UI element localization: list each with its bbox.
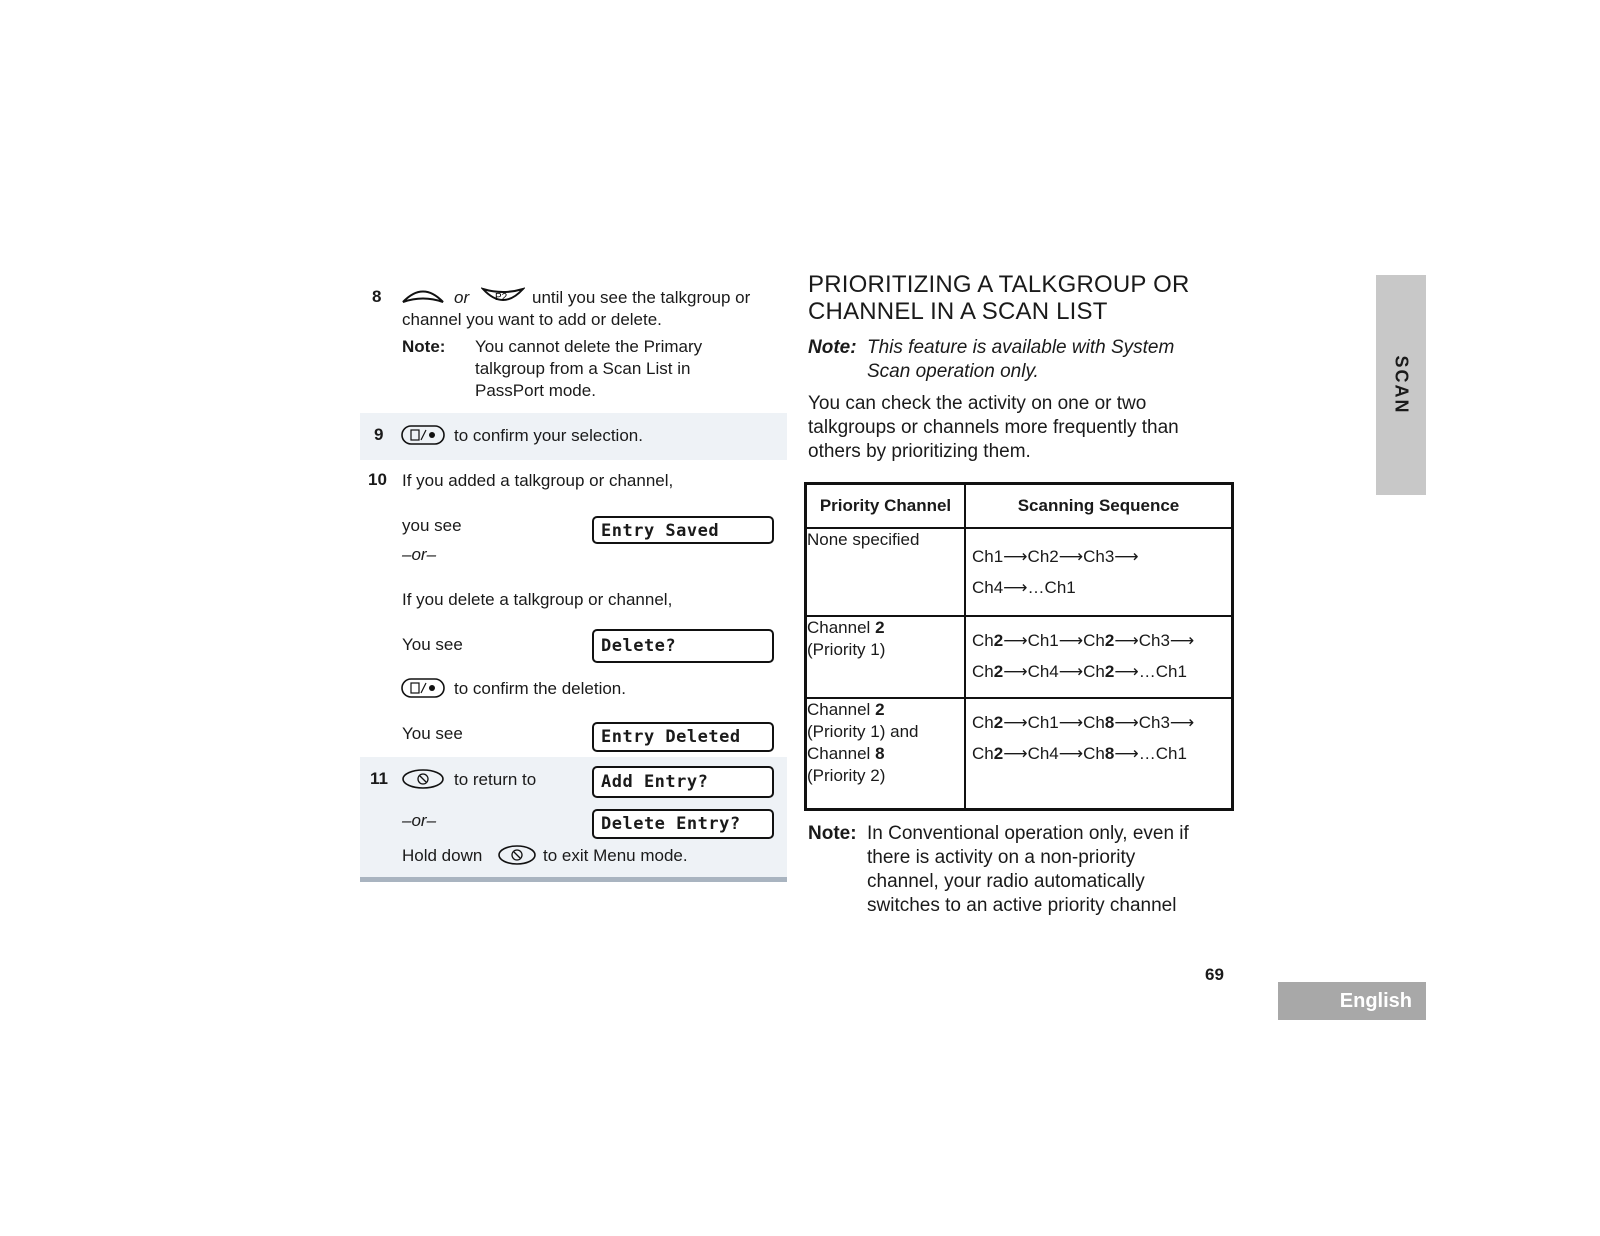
cell-text: Channel [807,743,876,763]
note-line2: talkgroup from a Scan List in [475,359,691,378]
body-line3: others by prioritizing them. [808,441,1031,462]
or-divider: –or– [402,545,437,564]
step10-line2: If you delete a talkgroup or channel, [402,590,673,609]
step11-text: to return to [454,770,537,789]
note-label: Note: [808,337,857,358]
seq-part: ⟶…Ch1 [1114,743,1187,763]
seq-part: Ch [972,712,994,732]
step-number: 9 [374,425,384,444]
lcd-add-entry: Add Entry? [592,766,774,798]
lcd-entry-saved: Entry Saved [592,516,774,544]
cell-text: None specified [807,529,920,549]
seq-bold: 8 [1104,743,1115,763]
sequence-cell [965,698,1233,810]
sequence-line: Ch1⟶Ch2⟶Ch3⟶ [972,546,1139,566]
seq-bold: 2 [993,743,1004,763]
priority-cell [806,616,966,698]
language-tab: English [1278,982,1426,1020]
p2-label: P2 [495,292,508,303]
section-heading-line1: PRIORITIZING A TALKGROUP OR [808,271,1190,298]
table-header-row [806,484,1233,528]
step8-text-line2: channel you want to add or delete. [402,310,662,329]
sequence-line [972,738,1225,769]
step10-line1: If you added a talkgroup or channel, [402,471,674,490]
column-header: Priority Channel [806,484,966,528]
seq-part: ⟶Ch1⟶Ch [1003,712,1105,732]
cell-text: Channel [807,699,876,719]
sequence-line [972,625,1225,656]
note1-line2: Scan operation only. [867,361,1039,382]
seq-bold: 2 [993,630,1004,650]
cell-text: (Priority 2) [807,765,886,785]
note1-line1: This feature is available with System [867,337,1175,358]
or-text: or [454,288,470,307]
you-see-label: You see [402,635,463,654]
channel-number: 2 [875,699,885,719]
note-label: Note: [402,337,446,356]
step-number: 11 [370,769,388,788]
seq-part: ⟶Ch4⟶Ch [1003,743,1105,763]
scroll-down-p2-key-icon [481,285,525,312]
lcd-delete-entry: Delete Entry? [592,809,774,839]
note-line1: You cannot delete the Primary [475,337,703,356]
note-line3: PassPort mode. [475,381,596,400]
confirm-deletion-text: to confirm the deletion. [454,679,626,698]
sequence-line: Ch4⟶…Ch1 [972,577,1076,597]
sequence-line [972,707,1225,738]
seq-bold: 2 [1104,661,1115,681]
sequence-cell [965,616,1233,698]
priority-cell [806,698,966,810]
scroll-up-key-icon [401,285,445,312]
seq-part: ⟶…Ch1 [1114,661,1187,681]
channel-number: 2 [875,617,885,637]
you-see-label: you see [402,516,462,535]
table-row [806,528,1233,616]
sequence-line [972,656,1225,687]
home-exit-key-icon [401,768,445,795]
table-row [806,616,1233,698]
cell-text: (Priority 1) [807,639,886,659]
note2-line4: switches to an active priority channel [867,895,1177,916]
channel-number: 8 [875,743,885,763]
page-number: 69 [1205,965,1224,984]
section-tab-label: SCAN [1391,355,1412,415]
sequence-cell [965,528,1233,616]
seq-bold: 2 [993,712,1004,732]
step9-text: to confirm your selection. [454,426,643,445]
seq-part: ⟶Ch4⟶Ch [1003,661,1105,681]
menu-select-key-icon [401,424,445,451]
home-exit-key-icon [497,844,537,871]
seq-bold: 2 [1104,630,1115,650]
section-end-rule [360,877,787,882]
priority-table [804,482,1234,811]
step-number: 8 [372,287,382,306]
exit-menu-text: to exit Menu mode. [543,846,688,865]
you-see-label: You see [402,724,463,743]
body-line1: You can check the activity on one or two [808,393,1147,414]
seq-part: Ch [972,661,994,681]
seq-bold: 8 [1104,712,1115,732]
table-row [806,698,1233,810]
lcd-delete: Delete? [592,629,774,663]
cell-text: Channel [807,617,876,637]
step8-text-line1: until you see the talkgroup or [532,288,751,307]
seq-bold: 2 [993,661,1004,681]
note-label: Note: [808,823,857,844]
hold-down-text: Hold down [402,846,483,865]
section-thumb-tab [1376,275,1426,495]
body-line2: talkgroups or channels more frequently than [808,417,1179,438]
seq-part: Ch [972,630,994,650]
seq-part: ⟶Ch1⟶Ch [1003,630,1105,650]
note2-line3: channel, your radio automatically [867,871,1145,892]
seq-part: ⟶Ch3⟶ [1114,712,1195,732]
section-heading-line2: CHANNEL IN A SCAN LIST [808,298,1108,325]
lcd-entry-deleted: Entry Deleted [592,722,774,752]
menu-select-key-icon [401,677,445,704]
step-number: 10 [368,470,387,489]
or-divider: –or– [402,811,437,830]
note2-line2: there is activity on a non-priority [867,847,1136,868]
column-header: Scanning Sequence [965,484,1233,528]
priority-cell [806,528,966,616]
note2-line1: In Conventional operation only, even if [867,823,1189,844]
seq-part: Ch [972,743,994,763]
seq-part: ⟶Ch3⟶ [1114,630,1195,650]
cell-text: (Priority 1) and [807,721,919,741]
